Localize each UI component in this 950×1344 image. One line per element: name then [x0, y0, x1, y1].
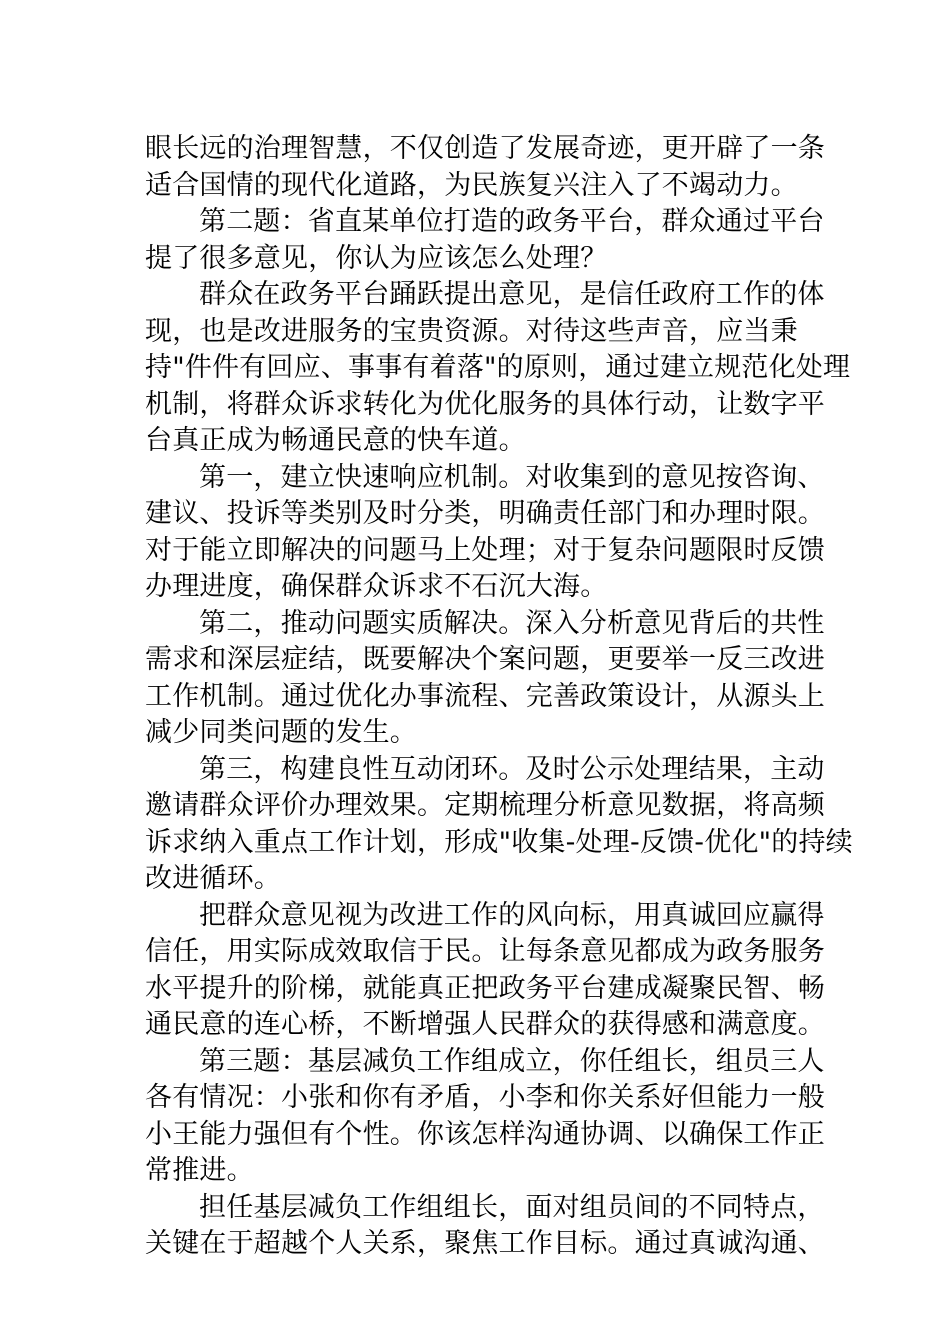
- body-text-line: 第二，推动问题实质解决。深入分析意见背后的共性: [199, 607, 825, 639]
- body-text-line: 对于能立即解决的问题马上处理；对于复杂问题限时反馈: [145, 534, 825, 566]
- body-text-line: 台真正成为畅通民意的快车道。: [145, 425, 526, 456]
- body-text-line: 适合国情的现代化道路，为民族复兴注入了不竭动力。: [145, 169, 798, 201]
- body-text-line: 工作机制。通过优化办事流程、完善政策设计，从源头上: [145, 680, 825, 712]
- body-text-line: 第三，构建良性互动闭环。及时公示处理结果，主动: [199, 753, 825, 785]
- body-text-line: 现，也是改进服务的宝贵资源。对待这些声音，应当秉: [145, 315, 798, 347]
- body-text-line: 把群众意见视为改进工作的风向标，用真诚回应赢得: [199, 899, 825, 931]
- body-text-line: 持"件件有回应、事事有着落"的原则，通过建立规范化处理: [145, 352, 851, 383]
- question-text-line: 第二题：省直某单位打造的政务平台，群众通过平台: [199, 206, 825, 237]
- question-text-line: 小王能力强但有个性。你该怎样沟通协调、以确保工作正: [145, 1118, 825, 1150]
- body-text-line: 邀请群众评价办理效果。定期梳理分析意见数据，将高频: [145, 790, 825, 821]
- question-text-line: 常推进。: [145, 1155, 254, 1186]
- question-text-line: 各有情况：小张和你有矛盾，小李和你关系好但能力一般: [145, 1082, 825, 1113]
- body-text-line: 减少同类问题的发生。: [145, 717, 417, 748]
- question-text-line: 提了很多意见，你认为应该怎么处理？: [145, 242, 608, 274]
- body-text-line: 诉求纳入重点工作计划，形成"收集-处理-反馈-优化"的持续: [145, 826, 853, 858]
- body-text-line: 水平提升的阶梯，就能真正把政务平台建成凝聚民智、畅: [145, 972, 825, 1004]
- question-text-line: 第三题：基层减负工作组成立，你任组长，组员三人: [199, 1045, 825, 1077]
- body-text-line: 需求和深层症结，既要解决个案问题，更要举一反三改进: [145, 644, 825, 675]
- body-text-line: 建议、投诉等类别及时分类，明确责任部门和办理时限。: [145, 498, 825, 529]
- body-text-line: 信任，用实际成效取信于民。让每条意见都成为政务服务: [145, 936, 825, 967]
- document-body: [145, 131, 853, 1263]
- body-text-line: 眼长远的治理智慧，不仅创造了发展奇迹，更开辟了一条: [145, 133, 825, 164]
- body-text-line: 群众在政务平台踊跃提出意见，是信任政府工作的体: [199, 279, 825, 310]
- body-text-line: 担任基层减负工作组组长，面对组员间的不同特点，: [199, 1191, 825, 1223]
- body-text-line: 第一，建立快速响应机制。对收集到的意见按咨询、: [199, 461, 825, 493]
- body-text-line: 关键在于超越个人关系，聚焦工作目标。通过真诚沟通、: [145, 1228, 825, 1259]
- body-text-line: 改进循环。: [145, 863, 281, 894]
- body-text-line: 机制，将群众诉求转化为优化服务的具体行动，让数字平: [145, 388, 825, 420]
- body-text-line: 办理进度，确保群众诉求不石沉大海。: [145, 571, 608, 602]
- body-text-line: 通民意的连心桥，不断增强人民群众的获得感和满意度。: [145, 1009, 825, 1040]
